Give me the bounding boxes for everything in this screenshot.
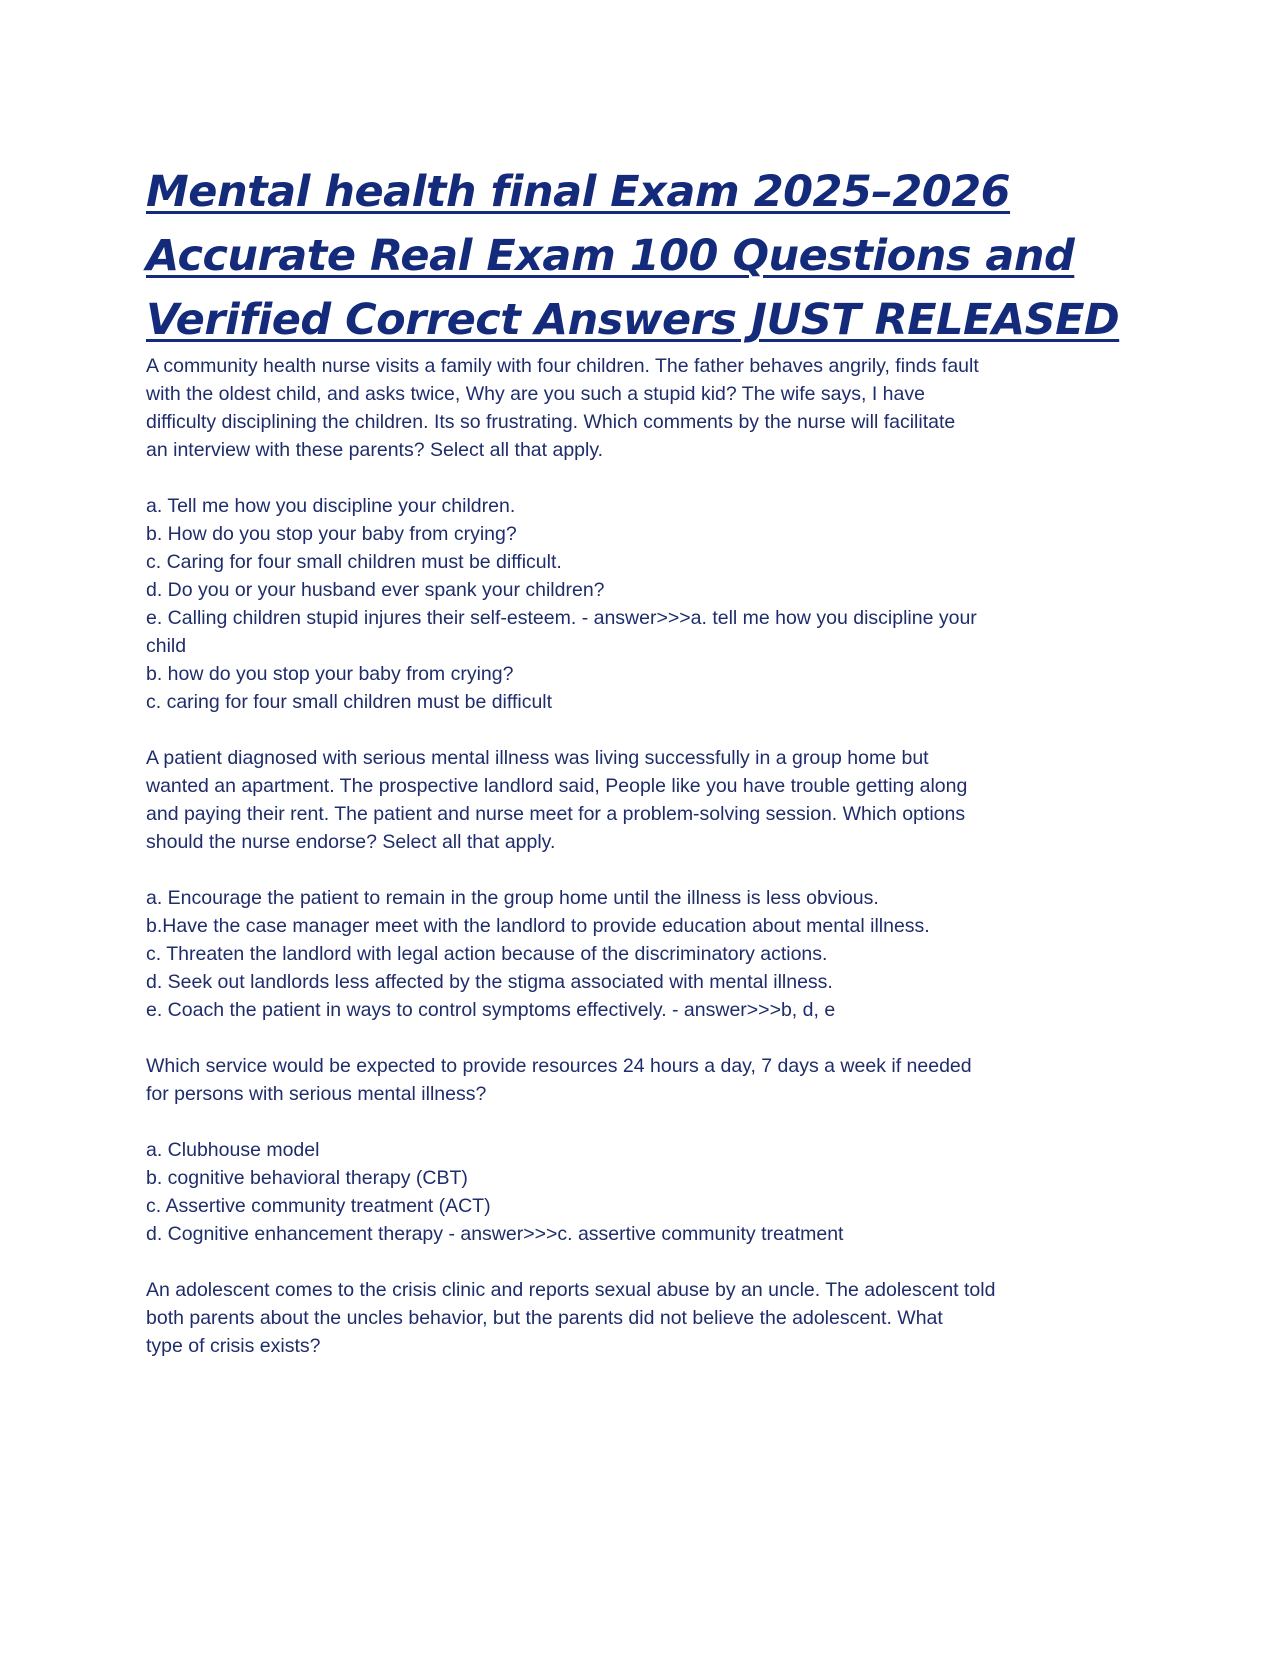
option-line: a. Clubhouse model (146, 1139, 320, 1161)
option-line: d. Do you or your husband ever spank your children? (146, 579, 605, 601)
answer-options (146, 884, 1076, 1024)
question-line: Which service would be expected to provide resources 24 hours a day, 7 days a week if needed (146, 1055, 972, 1077)
question-line: should the nurse endorse? Select all that apply. (146, 831, 556, 853)
document-title (146, 160, 1120, 352)
answer-options (146, 1136, 1076, 1248)
option-line: c. caring for four small children must be difficult (146, 691, 553, 713)
paragraph-gap (146, 716, 1076, 744)
question-line: with the oldest child, and asks twice, Why are you such a stupid kid? The wife says, I have (146, 383, 925, 405)
title-line: Accurate Real Exam 100 Questions and (146, 231, 1075, 281)
question-text (146, 1052, 1076, 1108)
option-line: e. Calling children stupid injures their self-esteem. - answer>>>a. tell me how you discipline your (146, 607, 977, 629)
question-block-4 (146, 1276, 1076, 1360)
option-line: d. Cognitive enhancement therapy - answer>>>c. assertive community treatment (146, 1223, 844, 1245)
option-line: a. Encourage the patient to remain in the group home until the illness is less obvious. (146, 887, 879, 909)
paragraph-gap (146, 1024, 1076, 1052)
option-line: b. how do you stop your baby from crying? (146, 663, 514, 685)
answer-options (146, 492, 1076, 716)
title-line: Mental health final Exam 2025–2026 (146, 167, 1011, 217)
paragraph-gap (146, 464, 1076, 492)
question-text (146, 744, 1076, 856)
option-line: a. Tell me how you discipline your children. (146, 495, 516, 517)
question-line: both parents about the uncles behavior, but the parents did not believe the adolescent. What (146, 1307, 943, 1329)
paragraph-gap (146, 1248, 1076, 1276)
option-line: c. Threaten the landlord with legal action because of the discriminatory actions. (146, 943, 828, 965)
question-line: and paying their rent. The patient and nurse meet for a problem-solving session. Which options (146, 803, 966, 825)
question-line: A patient diagnosed with serious mental illness was living successfully in a group home but (146, 747, 929, 769)
option-line: c. Assertive community treatment (ACT) (146, 1195, 491, 1217)
question-line: An adolescent comes to the crisis clinic and reports sexual abuse by an uncle. The adolescent told (146, 1279, 996, 1301)
question-line: A community health nurse visits a family with four children. The father behaves angrily, finds fault (146, 355, 979, 377)
document-page (146, 160, 1120, 1360)
question-line: an interview with these parents? Select all that apply. (146, 439, 604, 461)
option-line: e. Coach the patient in ways to control symptoms effectively. - answer>>>b, d, e (146, 999, 836, 1021)
option-line: b. cognitive behavioral therapy (CBT) (146, 1167, 468, 1189)
option-line: c. Caring for four small children must be difficult. (146, 551, 562, 573)
question-line: type of crisis exists? (146, 1335, 321, 1357)
option-line: b.Have the case manager meet with the landlord to provide education about mental illness. (146, 915, 930, 937)
question-line: wanted an apartment. The prospective landlord said, People like you have trouble getting along (146, 775, 968, 797)
option-line: b. How do you stop your baby from crying? (146, 523, 517, 545)
question-block-1 (146, 352, 1076, 716)
question-line: for persons with serious mental illness? (146, 1083, 487, 1105)
question-text (146, 1276, 1076, 1360)
title-line: Verified Correct Answers JUST RELEASED (146, 295, 1120, 345)
paragraph-gap (146, 1108, 1076, 1136)
document-body (146, 352, 1076, 1360)
question-block-3 (146, 1052, 1076, 1248)
question-text (146, 352, 1076, 464)
option-line: d. Seek out landlords less affected by the stigma associated with mental illness. (146, 971, 833, 993)
question-block-2 (146, 744, 1076, 1024)
question-line: difficulty disciplining the children. Its so frustrating. Which comments by the nurse will facilitate (146, 411, 956, 433)
option-line: child (146, 635, 187, 657)
paragraph-gap (146, 856, 1076, 884)
